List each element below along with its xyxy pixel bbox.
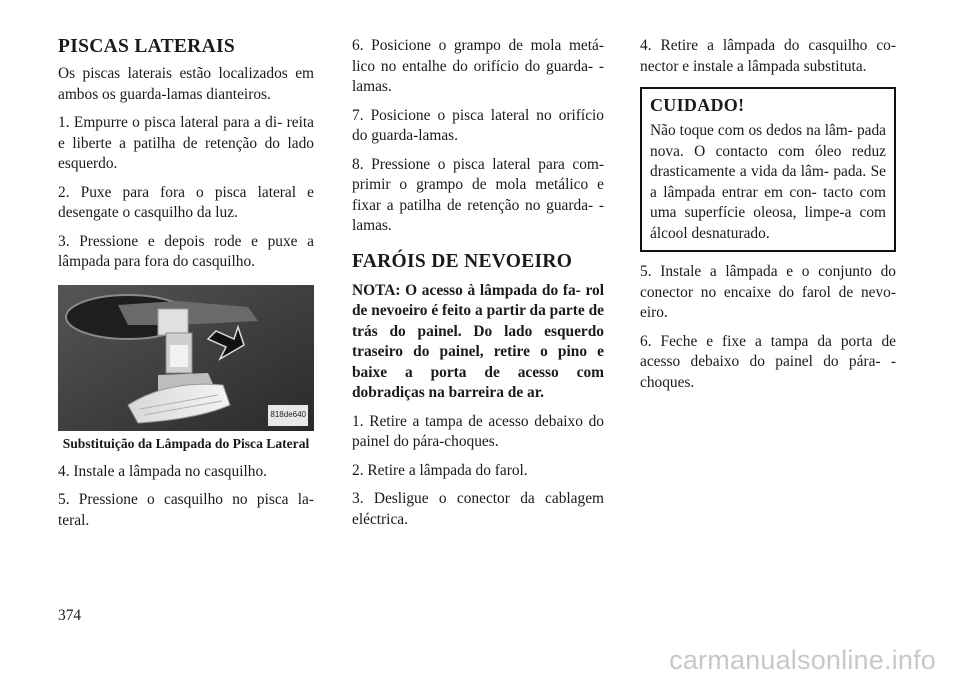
- section-heading-side-markers: PISCAS LATERAIS: [58, 36, 235, 57]
- fog-step-5: 5. Instale a lâmpada e o conjunto do conector no encaixe do farol de nevo- eiro.: [640, 263, 896, 321]
- step-6: 6. Posicione o grampo de mola metá- lico no entalhe do orifício do guarda- -lamas.: [352, 37, 604, 95]
- fog-step-3: 3. Desligue o conector da cablagem eléctrica.: [352, 490, 604, 528]
- fog-step-2: 2. Retire a lâmpada do farol.: [352, 461, 528, 479]
- fog-step-6: 6. Feche e fixe a tampa da porta de acesso debaixo do painel do pára- -choques.: [640, 332, 896, 391]
- step-1: 1. Empurre o pisca lateral para a di- reita e liberte a patilha de retenção do lado esquerdo.: [58, 114, 314, 172]
- figure-code: 818de640: [268, 405, 308, 426]
- page-number: 374: [58, 607, 82, 624]
- step-2: 2. Puxe para fora o pisca lateral e desengate o casquilho da luz.: [58, 183, 314, 221]
- watermark: carmanualsonline.info: [669, 645, 936, 675]
- section-heading-fog-lamps: FARÓIS DE NEVOEIRO: [352, 250, 573, 272]
- fog-step-4: 4. Retire a lâmpada do casquilho co- nector e instale a lâmpada substituta.: [640, 37, 896, 75]
- caution-title: CUIDADO!: [650, 95, 745, 115]
- caution-text: Não toque com os dedos na lâm- pada nova. O contacto com óleo reduz drasticamente a vida da lâm- pada. Se a lâmpada entrar em con- tacto com uma superfície oleosa, limpe-a com álcool desnaturado.: [650, 122, 886, 242]
- caution-box: [640, 87, 896, 252]
- side-marker-bulb-illustration: [58, 285, 314, 431]
- step-4: 4. Instale a lâmpada no casquilho.: [58, 462, 267, 480]
- step-7: 7. Posicione o pisca lateral no orifício do guarda-lamas.: [352, 106, 604, 144]
- note-paragraph: NOTA: O acesso à lâmpada do fa- rol de nevoeiro é feito a partir da parte de trás do painel. Do lado esquerdo traseiro do painel, retire o pino e baixe a porta de acesso com dobradiças na barreira de ar.: [352, 281, 604, 401]
- step-3: 3. Pressione e depois rode e puxe a lâmpada para fora do casquilho.: [58, 232, 314, 270]
- right-column: [640, 36, 896, 401]
- step-5: 5. Pressione o casquilho no pisca la- teral.: [58, 491, 314, 529]
- fog-step-1: 1. Retire a tampa de acesso debaixo do painel do pára-choques.: [352, 412, 604, 450]
- middle-column: [352, 36, 604, 538]
- left-column: [58, 36, 314, 539]
- figure-caption: Substituição da Lâmpada do Pisca Lateral: [62, 435, 310, 451]
- intro-paragraph: Os piscas laterais estão localizados em ambos os guarda-lamas dianteiros.: [58, 65, 314, 103]
- step-8: 8. Pressione o pisca lateral para com- primir o grampo de mola metálico e fixar a patilha de retenção no guarda- -lamas.: [352, 155, 604, 234]
